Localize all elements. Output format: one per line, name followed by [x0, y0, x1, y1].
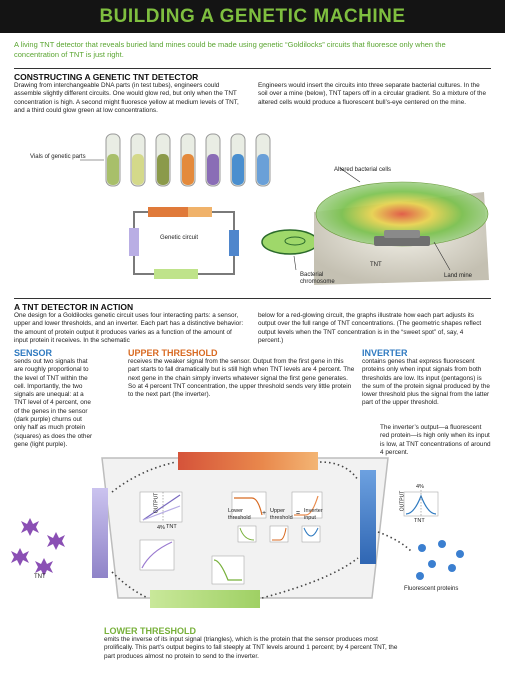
- lower-graph-2: [212, 556, 244, 584]
- sensor-title: SENSOR: [14, 348, 53, 358]
- fluorescent-proteins: [416, 540, 464, 580]
- sensor-bar: [92, 488, 108, 578]
- inverter-output-graph: [404, 490, 438, 516]
- lower-title: LOWER THRESHOLD: [104, 626, 196, 636]
- lower-text: emits the inverse of its input signal (triangles), which is the protein that the sensor produces most prolifically. This part’s output begins to fall steeply at TNT levels around 1 percent; by 4 percent TNT, the part produces almost no protein to send to the inverter.: [104, 636, 398, 660]
- pct-label-sensor: 4%: [157, 525, 165, 531]
- action-text-right: below for a red-glowing circuit, the graphs illustrate how each part adjusts its output over the full range of TNT concentrations. (The geometric shapes reflect output levels when the TNT concentration is in the “sweet spot” of, say, 4 percent.): [258, 312, 482, 344]
- tnt-molecules: [11, 518, 65, 576]
- page-title: BUILDING A GENETIC MACHINE: [99, 6, 406, 27]
- fluorescent-proteins-label: Fluorescent proteins: [404, 586, 459, 592]
- label-vials: Vials of genetic parts: [30, 154, 86, 160]
- construct-title: CONSTRUCTING A GENETIC TNT DETECTOR: [14, 72, 199, 82]
- sensor-graph: [140, 492, 182, 522]
- inverter-input-label: Inverter input: [304, 508, 323, 521]
- inverter-text-2: The inverter’s output—a fluorescent red protein—is high only when its input is low, at TNT concentrations of around 4 percent.: [380, 424, 491, 456]
- label-altered-cells: Altered bacterial cells: [334, 167, 392, 173]
- divider-middle: [14, 298, 491, 299]
- upper-threshold-bar: [178, 452, 318, 470]
- genetic-circuit-loop: [129, 207, 239, 279]
- construct-illustration: [14, 120, 492, 290]
- upper-title: UPPER THRESHOLD: [128, 348, 218, 358]
- circuit-schematic: [0, 440, 505, 620]
- inverter-text: contains genes that express fluorescent proteins only when input signals from both thresholds are low. Its input (pentagons) is the sum of the protein signal produced by the lower threshold plus the signal from the latter part of the upper threshold.: [362, 358, 490, 407]
- construct-text-left: Drawing from interchangeable DNA parts (in test tubes), engineers could assemble slightly different circuits. One would glow red, but only when the TNT concentration is high. A second might fluoresce yellow at medium levels of TNT, and a third could glow green at low concentrations.: [14, 82, 239, 114]
- upper-text: receives the weaker signal from the sensor. Output from the first gene in this part starts to fall dramatically but is still high when TNT levels are 4 percent. The next gene in the chain simply inverts whatever signal the first gene generates. So at 4 percent TNT concentration, the upper threshold sends very little protein to the next part (the inverter).: [128, 358, 355, 399]
- tnt-label-molecules: TNT: [34, 574, 46, 580]
- label-genetic-circuit: Genetic circuit: [160, 235, 199, 241]
- pct-label-inverter: 4%: [416, 484, 424, 490]
- lower-graph: [140, 540, 174, 570]
- intro-text: A living TNT detector that reveals buried land mines could be made using genetic “Goldilocks” circuits that fluoresce only when the concentration of TNT is just right.: [14, 40, 446, 59]
- inverter-bar: [360, 470, 376, 564]
- label-chromosome: Bacterial chromosome: [300, 272, 335, 285]
- equals-sign: =: [296, 510, 301, 517]
- test-tubes: [106, 134, 270, 186]
- lower-threshold-label: Lower threshold: [228, 508, 251, 521]
- tnt-label-sensor: TNT: [166, 524, 177, 530]
- action-text-left: One design for a Goldilocks genetic circuit uses four interacting parts: a sensor, upper and lower thresholds, and an inverter. Each part has a distinctive behavior: the amount of protein output it produces varies as a function of the amount of input protein it receives. In the schematic: [14, 312, 244, 344]
- sensor-text: sends out two signals that are roughly proportional to the level of TNT within the cell. Importantly, the two signals are unequal: at a TNT level of 4 percent, one of the genes in the sensor (dark purple) churns out only half as much protein (squares) as does the other gene (light purple).: [14, 358, 93, 448]
- bacterium-icon: [262, 230, 318, 254]
- inverter-title: INVERTER: [362, 348, 408, 358]
- label-land-mine: Land mine: [444, 273, 473, 279]
- lower-threshold-bar: [150, 590, 260, 608]
- upper-threshold-label: Upper threshold: [270, 508, 293, 521]
- plus-sign: +: [262, 510, 267, 517]
- label-tnt-soil: TNT: [370, 262, 382, 268]
- divider-top: [14, 68, 491, 69]
- action-title: A TNT DETECTOR IN ACTION: [14, 302, 134, 312]
- construct-text-right: Engineers would insert the circuits into three separate bacterial cultures. In the soil over a mine (below), TNT tapers off in a circular gradient. So a mixture of the altered cells would produce a fluorescent bull’s-eye centered on the mine.: [258, 82, 487, 106]
- output-label-sensor: OUTPUT: [153, 492, 160, 514]
- soil-block: [314, 182, 489, 285]
- sum-graphs: [238, 526, 320, 542]
- output-label-inverter: OUTPUT: [399, 490, 406, 512]
- tnt-label-inverter: TNT: [414, 518, 425, 524]
